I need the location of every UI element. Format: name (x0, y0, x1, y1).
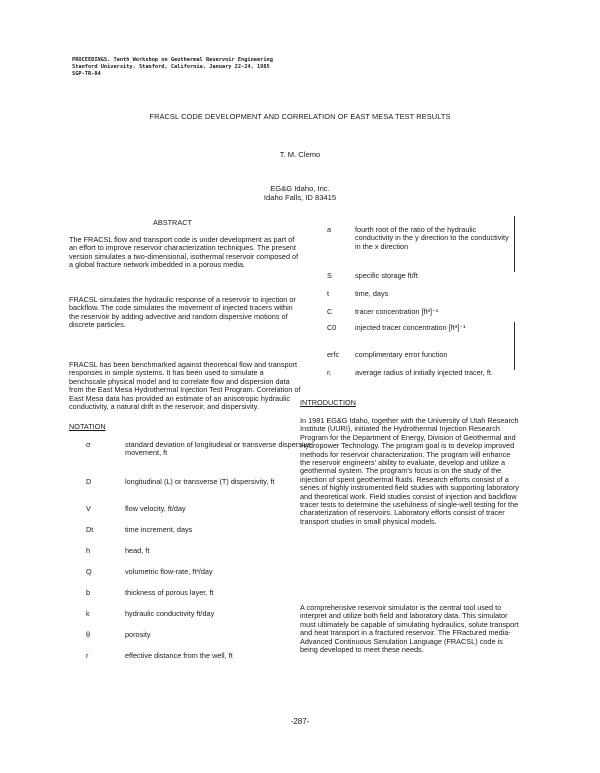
author-name: T. M. Clemo (279, 150, 321, 159)
abstract-paragraph-2: FRACSL simulates the hydraulic response of a reservoir to injection or backflow. The code simulates the movement of injected tracers within the reservoir by adding advective and random dispersive motions of discrete particles. (69, 295, 296, 330)
paper-title: FRACSL CODE DEVELOPMENT AND CORRELATION OF EAST MESA TEST RESULTS (149, 112, 451, 121)
notation-heading: NOTATION (69, 422, 106, 431)
notation-definition: effective distance from the well, ft (125, 651, 233, 660)
notation-symbol: σ (86, 440, 91, 449)
affiliation-city: Idaho Falls, ID 83415 (263, 193, 337, 202)
notation-definition: average radius of initially injected tracer, ft. (355, 368, 493, 377)
notation-definition: time increment, days (125, 525, 193, 534)
proceedings-header (72, 57, 273, 78)
abstract-paragraph-3: FRACSL has been benchmarked against theoretical flow and transport responses in simple systems. It has been used to simulate a benchscale physical model and to correlate flow and dispersion data from the East Mesa Hydrothermal Injection Test Program. Correlation of East Mesa data has provided an estimate of an anisotropic hydraulic conductivity, a natural drift in the reservoir, and dispersivity. (69, 360, 301, 412)
notation-symbol: V (86, 504, 91, 513)
notation-definition: porosity (125, 630, 151, 639)
proceedings-line-2: Stanford University, Stanford, California, January 22-24, 1985 (72, 64, 270, 70)
proceedings-line-1: PROCEEDINGS. Tenth Workshop on Geothermal Reservoir Engineering (72, 57, 273, 63)
notation-definition: head, ft (125, 546, 150, 555)
notation-definition: tracer concentration [ft³]⁻¹ (355, 307, 439, 316)
notation-definition: standard deviation of longitudinal or transverse dispersive movement, ft (125, 440, 312, 458)
notation-symbol: θ (86, 630, 91, 639)
notation-symbol: erfc (327, 350, 340, 359)
notation-definition: time, days (355, 289, 389, 298)
notation-symbol: Q (86, 567, 92, 576)
notation-list-right (327, 226, 557, 391)
notation-symbol: C (327, 307, 333, 316)
notation-symbol: r (86, 651, 89, 660)
notation-symbol: rᵢ (327, 368, 331, 377)
notation-definition: specific storage ft/ft (355, 271, 418, 280)
notation-symbol: D (86, 477, 92, 486)
notation-definition: hydraulic conductivity ft/day (125, 609, 215, 618)
notation-definition: flow velocity, ft/day (125, 504, 186, 513)
notation-definition: thickness of porous layer, ft (125, 588, 214, 597)
notation-definition: volumetric flow-rate, ft³/day (125, 567, 213, 576)
notation-definition: longitudinal (L) or transverse (T) dispersivity, ft (125, 477, 275, 486)
report-id: SGP-TR-84 (72, 71, 101, 77)
abstract-paragraph-1: The FRACSL flow and transport code is under development as part of an effort to improve reservoir characterization techniques. The present version simulates a two-dimensional, isothermal reservoir composed of a global fracture network imbedded in a porous media. (69, 235, 299, 270)
notation-definition: complimentary error function (355, 350, 448, 359)
notation-symbol: C0 (327, 323, 337, 332)
notation-definition: injected tracer concentration [ft³]⁻¹ (355, 323, 466, 332)
introduction-paragraph-1: In 1981 EG&G Idaho, together with the University of Utah Research Institute (UURI), initiated the Hydrothermal Injection Research Program for the Department of Energy, Division of Geothermal and Hydropower Technology. The program goal is to develop improved methods for reservoir characterization. The program will enhance the reservoir engineers' ability to evaluate, develop and utilize a geothermal system. The program's focus is on the study of the injection of spent geothermal fluids. Research efforts consist of a series of highly instrumented field studies with supporting laboratory and theoretical work. Field studies consist of injection and backflow tracer tests to determine the usefulness of single-well testing for the charaterization of reservoirs. Laboratory efforts consist of tracer transport studies in small physical models. (300, 416, 520, 526)
notation-symbol: k (86, 609, 90, 618)
notation-definition: fourth root of the ratio of the hydraulic conductivity in the y direction to the conductivity in the x direction (355, 225, 509, 251)
notation-symbol: t (327, 289, 330, 298)
affiliation (0, 184, 600, 202)
page-number: -287- (290, 717, 310, 726)
notation-symbol: a (327, 225, 332, 234)
introduction-paragraph-2: A comprehensive reservoir simulator is the central tool used to interpret and utilize both field and laboratory data. This simulator must ultimately be capable of simulating hydraulics, solute transport and heat transport in a fractured reservoir. The FRactured media-Advanced Continuous Simulation Language (FRACSL) code is being developed to meet these needs. (300, 603, 519, 655)
abstract-heading: ABSTRACT (153, 218, 192, 227)
notation-symbol: b (86, 588, 91, 597)
introduction-heading: INTRODUCTION (300, 398, 356, 407)
notation-symbol: h (86, 546, 91, 555)
affiliation-org: EG&G Idaho, Inc. (270, 184, 330, 193)
notation-symbol: Dt (86, 525, 94, 534)
notation-list-left (69, 441, 339, 711)
notation-symbol: S (327, 271, 332, 280)
